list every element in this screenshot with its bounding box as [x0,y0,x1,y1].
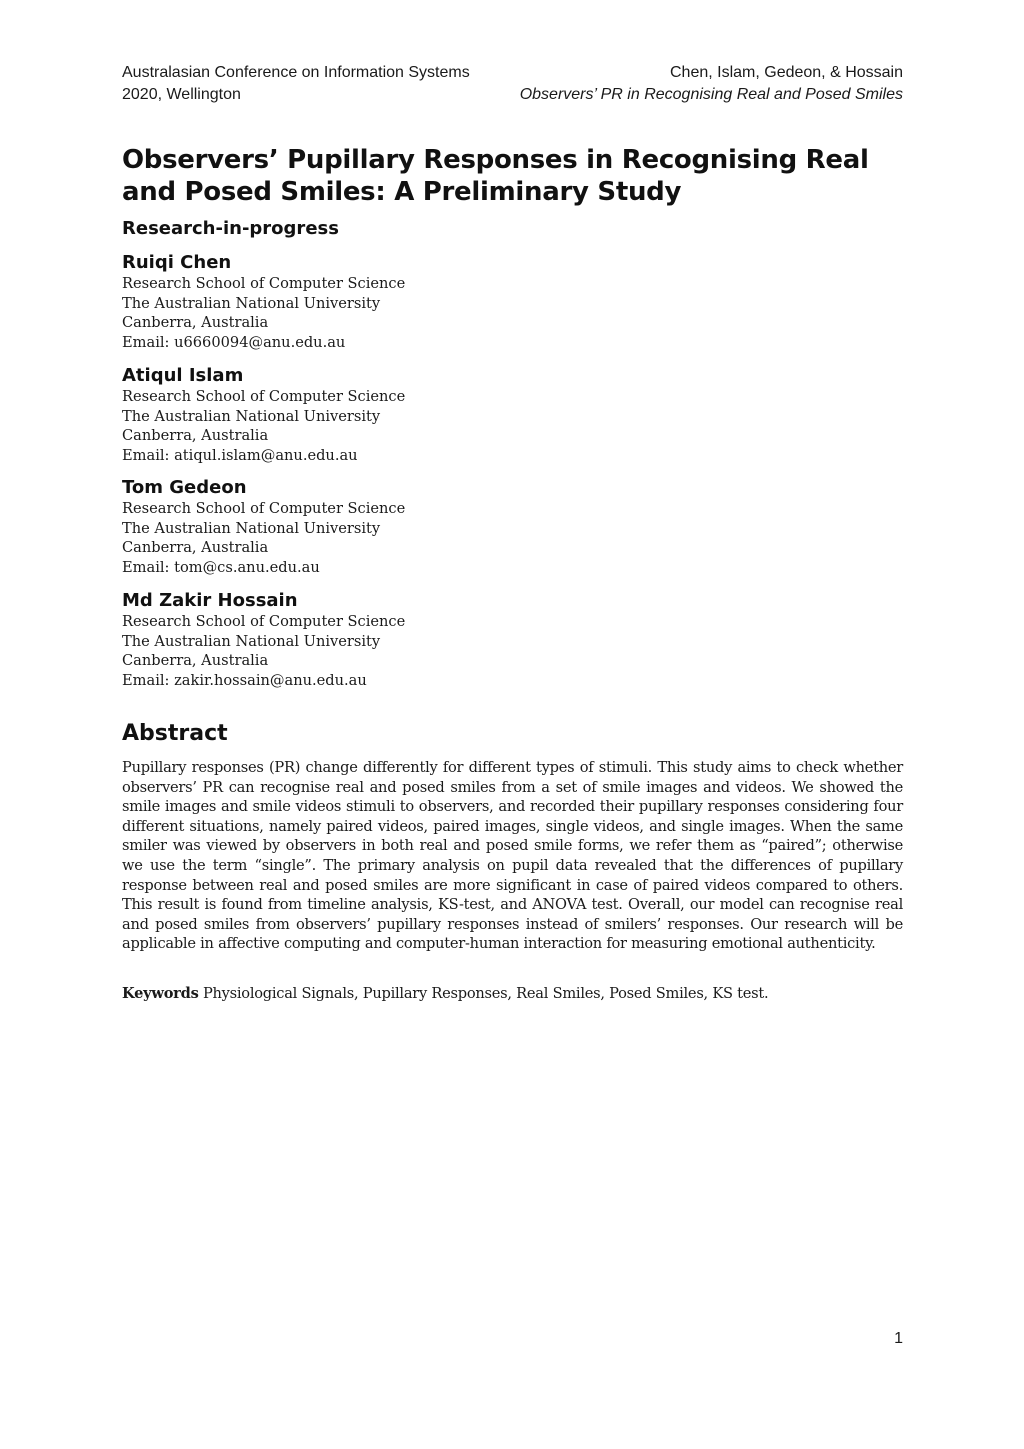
author-block [122,251,622,352]
author-email: Email: u6660094@anu.edu.au [122,333,346,351]
author-name: Tom Gedeon [122,477,247,498]
header-authors: Chen, Islam, Gedeon, & Hossain [669,64,903,81]
author-block [122,589,622,690]
author-school: Research School of Computer Science [122,613,406,630]
header-conference-year: 2020, Wellington [122,86,241,103]
author-name: Md Zakir Hossain [122,590,298,611]
author-location: Canberra, Australia [122,539,269,557]
author-location: Canberra, Australia [122,314,269,332]
header-conference-name: Australasian Conference on Information Systems [122,64,470,81]
abstract-body: Pupillary responses (PR) change differently for different types of stimuli. This study aims to check whether observers’ PR can recognise real and posed smiles from a set of smile images and videos. We showed the smile images and smile videos stimuli to observers, and recorded their pupillary responses considering four different situations, namely paired videos, paired images, single videos, and single images. When the same smiler was viewed by observers in both real and posed smile forms, we refer them as “paired”; otherwise we use the term “single”. The primary analysis on pupil data revealed that the differences of pupillary response between real and posed smiles are more significant in case of paired videos compared to others. This result is found from timeline analysis, KS-test, and ANOVA test. Overall, our model can recognise real and posed smiles from observers’ pupillary responses instead of smilers’ responses. Our research will be applicable in affective computing and computer-human interaction for measuring emotional authenticity. [122,759,903,953]
author-name: Atiqul Islam [122,365,244,386]
paper-title: Observers’ Pupillary Responses in Recognising Real and Posed Smiles: A Preliminary Study [122,145,869,207]
author-email: Email: atiqul.islam@anu.edu.au [122,446,358,464]
keywords-text: Physiological Signals, Pupillary Responses, Real Smiles, Posed Smiles, KS test. [202,985,769,1002]
header-conference [122,62,470,106]
paper-subtitle: Research-in-progress [122,218,339,239]
page-number: 1 [894,1330,903,1347]
author-location: Canberra, Australia [122,652,269,670]
author-block [122,476,622,577]
author-school: Research School of Computer Science [122,388,406,405]
author-school: Research School of Computer Science [122,275,406,292]
author-university: The Australian National University [122,294,381,312]
author-email: Email: zakir.hossain@anu.edu.au [122,671,367,689]
abstract-heading: Abstract [122,721,228,746]
author-email: Email: tom@cs.anu.edu.au [122,558,320,576]
keywords [122,984,903,1004]
header-paper-info [520,62,903,106]
author-name: Ruiqi Chen [122,252,232,273]
author-university: The Australian National University [122,632,381,650]
header-short-title: Observers’ PR in Recognising Real and Posed Smiles [519,86,903,103]
author-school: Research School of Computer Science [122,500,406,517]
author-university: The Australian National University [122,519,381,537]
author-university: The Australian National University [122,407,381,425]
keywords-label: Keywords [122,985,199,1002]
author-location: Canberra, Australia [122,427,269,445]
author-block [122,364,622,465]
